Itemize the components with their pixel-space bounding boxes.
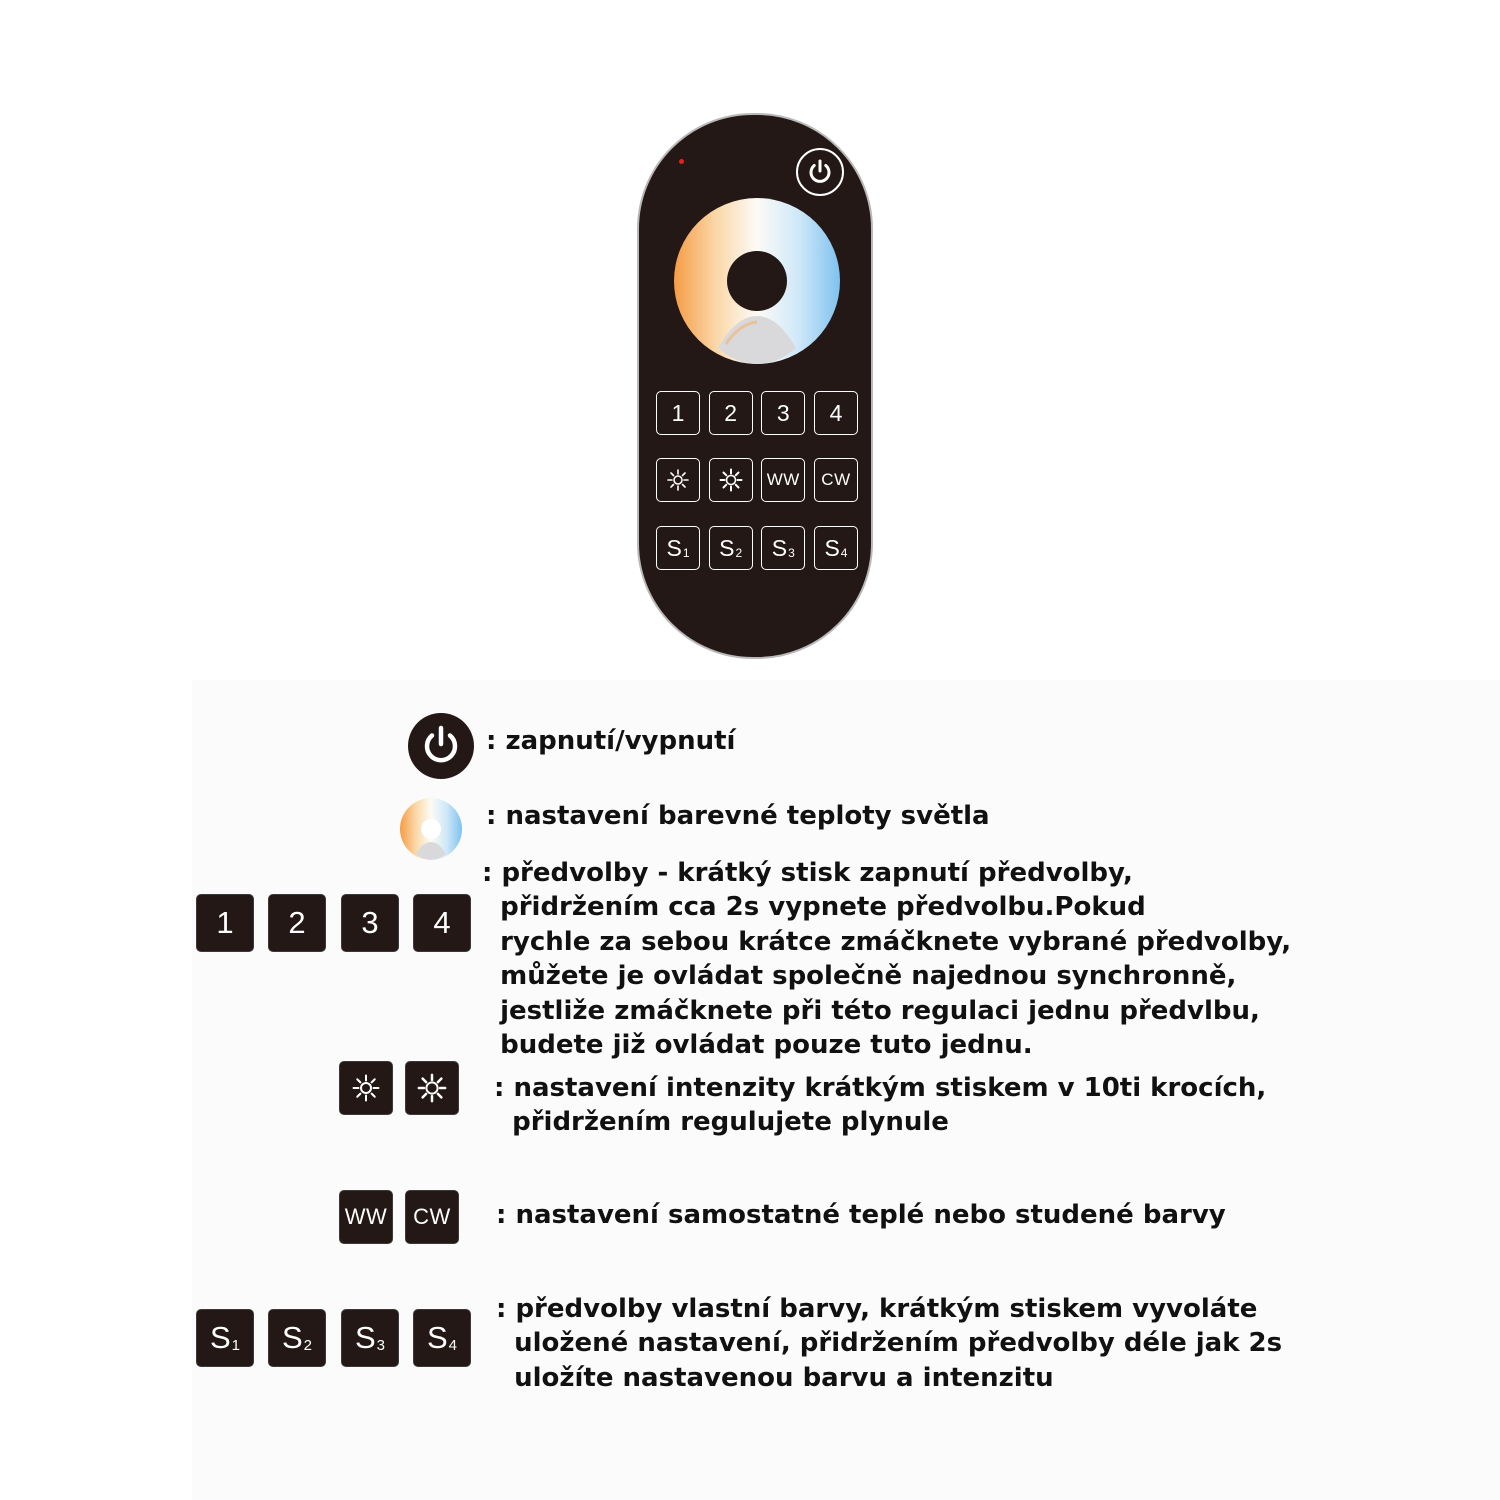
scene-key-number: 2 [303, 1336, 313, 1354]
scene-key-number: 3 [788, 546, 795, 560]
scene-key-1[interactable] [656, 526, 700, 570]
scene-key-letter: S [771, 534, 788, 561]
legend-brightness-down-key [339, 1061, 393, 1115]
preset-key-1[interactable]: 1 [656, 391, 700, 435]
ir-indicator-led [679, 159, 684, 164]
power-icon [805, 157, 835, 187]
brightness-down-icon [666, 468, 690, 492]
legend-brightness-text: : nastavení intenzity krátkým stiskem v 10ti krocích, přidržením regulujete plynule [494, 1073, 1267, 1138]
scene-key-letter: S [281, 1320, 303, 1355]
legend-ww-key: WW [339, 1190, 393, 1244]
scene-key-letter: S [824, 534, 840, 561]
scene-key-letter: S [666, 534, 682, 561]
scene-key-letter: S [354, 1320, 376, 1355]
function-key-row [656, 458, 858, 502]
legend-preset-key-2: 2 [268, 894, 326, 952]
scene-key-3[interactable] [761, 526, 805, 570]
scene-key-number: 1 [231, 1336, 241, 1354]
scene-key-number: 1 [682, 546, 690, 560]
cool-white-button[interactable]: CW [814, 458, 858, 502]
scene-key-letter: S [209, 1320, 231, 1355]
scene-key-letter: S [719, 534, 735, 561]
power-icon [418, 723, 464, 769]
brightness-up-button[interactable] [709, 458, 753, 502]
scene-key-row [656, 526, 858, 570]
color-wheel-icon [400, 798, 462, 860]
power-button[interactable] [796, 148, 844, 196]
scene-key-letter: S [426, 1320, 448, 1355]
legend-brightness-up-key [405, 1061, 459, 1115]
preset-key-4[interactable]: 4 [814, 391, 858, 435]
legend-preset-key-1: 1 [196, 894, 254, 952]
legend-preset-key-4: 4 [413, 894, 471, 952]
legend-scenes-text: : předvolby vlastní barvy, krátkým stiskem vyvoláte uložené nastavení, přidržením předvolby déle jak 2s uložíte nastavenou barvu a intenzitu [496, 1294, 1283, 1393]
scene-key-2[interactable] [709, 526, 753, 570]
preset-key-2[interactable]: 2 [709, 391, 753, 435]
legend-power-text: : zapnutí/vypnutí [486, 726, 736, 756]
legend-ww-cw-text: : nastavení samostatné teplé nebo studené barvy [496, 1200, 1226, 1230]
legend-scene-key-3 [341, 1309, 399, 1367]
legend-scene-key-2 [268, 1309, 326, 1367]
brightness-up-icon [417, 1073, 447, 1103]
legend-scene-key-4 [413, 1309, 471, 1367]
warm-white-button[interactable]: WW [761, 458, 805, 502]
brightness-up-icon [719, 468, 743, 492]
scene-key-number: 3 [376, 1336, 386, 1354]
remote-control [637, 113, 873, 659]
scene-key-number: 2 [735, 546, 743, 560]
scene-key-number: 4 [448, 1336, 458, 1354]
brightness-down-icon [351, 1073, 381, 1103]
brightness-down-button[interactable] [656, 458, 700, 502]
preset-key-row [656, 391, 858, 435]
legend-power-icon [408, 713, 474, 779]
preset-key-3[interactable]: 3 [761, 391, 805, 435]
scene-key-number: 4 [840, 546, 848, 560]
legend-cw-key: CW [405, 1190, 459, 1244]
color-temperature-wheel[interactable] [674, 198, 840, 364]
legend-preset-key-3: 3 [341, 894, 399, 952]
legend-color-wheel-text: : nastavení barevné teploty světla [486, 801, 990, 831]
legend-scene-key-1 [196, 1309, 254, 1367]
scene-key-4[interactable] [814, 526, 858, 570]
legend-presets-text: : předvolby - krátký stisk zapnutí předvolby, přidržením cca 2s vypnete předvolbu.Pokud rychle za sebou krátce zmáčknete vybrané předvolby, můžete je ovládat společně najednou synchronně, jestliže zmáčknete při této regulaci jednu předvlbu, budete již ovládat pouze tuto jednu. [482, 858, 1292, 1061]
